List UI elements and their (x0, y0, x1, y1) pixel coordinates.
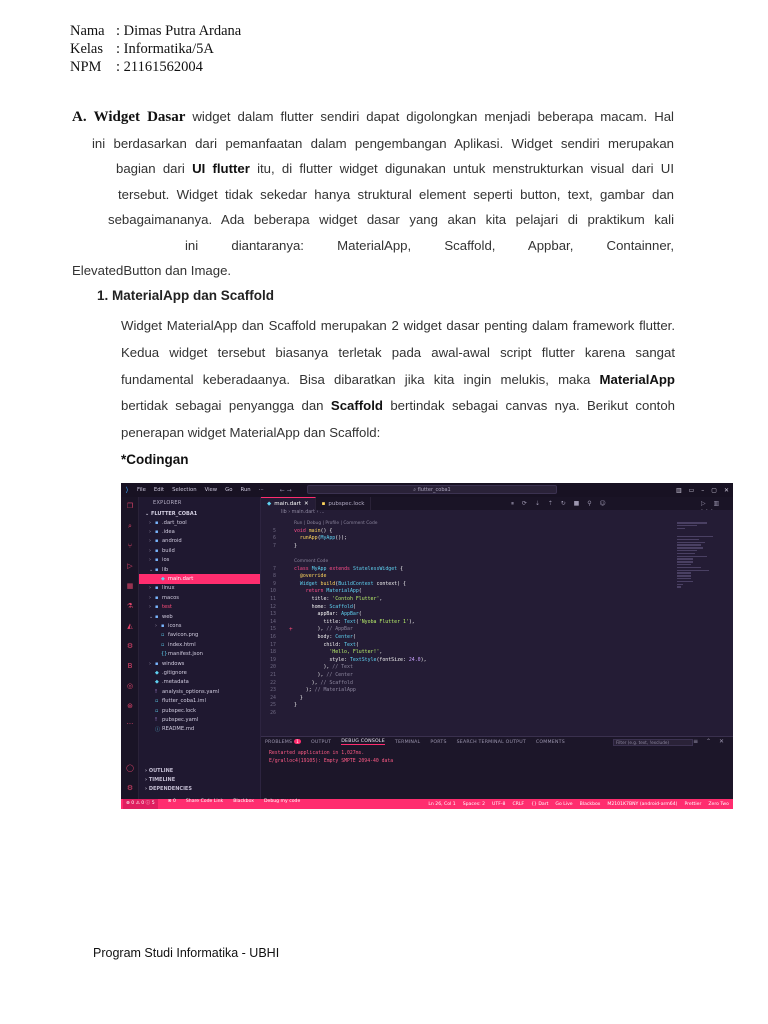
menu-run[interactable]: Run (240, 487, 251, 493)
codelens[interactable]: Comment Code (294, 559, 329, 564)
chevron-icon: › (149, 519, 151, 526)
panel-tab-debug-console[interactable]: DEBUG CONSOLE (341, 739, 385, 744)
status-item-right[interactable]: Spaces: 2 (462, 801, 486, 807)
tree-item-linux[interactable] (139, 584, 260, 593)
tab-main-dart[interactable]: ◆ main.dart ✕ (261, 497, 316, 510)
nav-arrows-icon[interactable]: ← → (279, 486, 292, 494)
tree-item-label: index.html (168, 641, 196, 648)
file-type-icon: ! (155, 716, 158, 723)
file-icon: ▪ (321, 500, 326, 507)
code-editor[interactable] (261, 518, 733, 736)
sidebar-sections (139, 766, 260, 793)
file-type-icon: ▪ (155, 566, 159, 573)
vscode-logo-icon: ⟩ (125, 486, 129, 494)
dart-file-icon: ◆ (267, 501, 272, 507)
code-line: 10 return MaterialApp( (261, 588, 733, 596)
file-type-icon: ▪ (155, 538, 159, 545)
file-tree (139, 518, 260, 734)
file-type-icon: ▪ (155, 519, 159, 526)
minimap-line (677, 584, 683, 586)
section-a-line-1: A. Widget Dasar widget dalam flutter sendiri dapat digolongkan menjadi beberapa macam. Hal (72, 109, 674, 125)
tree-item-label: .idea (162, 529, 175, 536)
chevron-icon: › (155, 622, 157, 629)
minimap-line (677, 561, 693, 563)
status-item-left[interactable]: Share Code Link (185, 799, 224, 804)
panel-tab-problems[interactable]: PROBLEMS 1 (265, 739, 299, 745)
code-line (261, 558, 733, 566)
code-line: 14 title: Text('Nyoba Flutter 1'), (261, 619, 733, 627)
status-item-left[interactable]: ⊗ 0 (167, 799, 176, 804)
menu-more[interactable]: ··· (258, 487, 264, 493)
tree-item-index-html[interactable] (139, 640, 260, 649)
tree-item-label: test (162, 604, 172, 611)
line-number: 25 (270, 702, 276, 709)
chevron-icon: › (149, 660, 151, 667)
chevron-icon: › (149, 547, 151, 554)
line-number: 23 (270, 687, 276, 694)
tree-item-label: pubspec.lock (162, 707, 197, 714)
file-type-icon: ▪ (155, 604, 159, 611)
line-number: 26 (270, 710, 276, 716)
tree-item-label: main.dart (168, 576, 194, 583)
tree-item--idea[interactable] (139, 527, 260, 536)
root-folder[interactable]: ⌄ FLUTTER_COBA1 (145, 510, 198, 517)
line-number: 13 (270, 611, 276, 618)
code-line (261, 550, 733, 558)
section-timeline[interactable]: › TIMELINE (145, 776, 176, 783)
tree-item-main-dart[interactable] (139, 574, 260, 583)
more-icon[interactable]: ··· (126, 720, 134, 728)
line-number: 9 (273, 580, 276, 587)
identity-row-npm: NPM : 21161562004 (70, 59, 203, 75)
tree-item-label: android (162, 538, 182, 545)
line-number: 8 (273, 573, 276, 580)
minimap-line (677, 572, 691, 574)
codelens[interactable]: Run | Debug | Profile | Comment Code (294, 521, 378, 526)
tree-item-analysis-options-yaml[interactable] (139, 687, 260, 696)
code-line: 8 @override (261, 573, 733, 581)
line-number: 7 (273, 542, 276, 549)
tree-item-label: .metadata (162, 679, 189, 686)
code-line: 5 void main() { (261, 528, 733, 536)
explorer-sidebar (139, 497, 261, 799)
problems-count-badge: 1 (296, 739, 299, 744)
tree-item-label: flutter_coba1.iml (162, 698, 206, 705)
status-item-right[interactable]: Ln 26, Col 1 (428, 801, 456, 807)
tree-item-manifest-json[interactable] (139, 649, 260, 658)
chevron-icon: ⌄ (149, 566, 154, 573)
line-number: 16 (270, 634, 276, 640)
line-number: 22 (270, 679, 276, 686)
line-number: 7 (273, 565, 276, 572)
status-item-right[interactable]: Blackbox (579, 801, 601, 807)
code-line: 15 ), // AppBar + (261, 626, 733, 634)
tree-item-icons[interactable] (139, 621, 260, 630)
file-type-icon: ▪ (155, 547, 159, 554)
minimap-line (677, 570, 709, 572)
file-type-icon: {} (161, 651, 168, 658)
copilot-icon[interactable]: ◎ (126, 682, 134, 690)
line-number: 18 (270, 649, 276, 656)
chevron-icon: › (149, 604, 151, 611)
tree-item-label: macos (162, 594, 179, 601)
code-line: 11 title: 'Contoh Flutter', (261, 596, 733, 604)
code-line: 18 'Hello, Flutter!', (261, 649, 733, 657)
status-item-right[interactable]: Go Live (555, 801, 573, 807)
debug-toolbar[interactable]: ⏸ ⟳ ⇣ ⇡ ↻ ■ ⚲ ☺ (511, 500, 609, 507)
search-icon: ⌕ (413, 486, 418, 493)
vscode-titlebar (121, 483, 733, 497)
panel-tab-terminal[interactable]: TERMINAL (394, 739, 421, 745)
extensions-icon[interactable]: ▦ (126, 582, 134, 590)
tree-item-label: pubspec.yaml (162, 716, 199, 723)
chevron-icon: › (149, 557, 151, 564)
layout-panel-icon[interactable]: ▭ (688, 486, 695, 494)
editor-actions[interactable]: ▷ ▥ (701, 500, 723, 507)
status-item-left[interactable]: ⊗ 0 ⚠ 0 ⓘ 5 (123, 799, 158, 809)
tab-close-icon[interactable]: ✕ (304, 501, 309, 507)
chevron-icon: ⌄ (149, 613, 154, 620)
panel-tab-output[interactable]: OUTPUT (310, 739, 332, 745)
status-item-left[interactable]: Debug my code (263, 799, 301, 804)
minimap-line (677, 525, 697, 527)
file-type-icon: ▪ (161, 622, 165, 629)
console-filter-input[interactable]: Filter (e.g. text, !exclude) (613, 739, 693, 746)
tree-item-label: lib (162, 566, 169, 573)
tab-pubspec-lock[interactable]: ▪ pubspec.lock (316, 497, 372, 510)
panel-tab-search-terminal-output[interactable]: SEARCH TERMINAL OUTPUT (456, 739, 526, 745)
file-type-icon: ⓘ (155, 726, 161, 733)
line-number: 12 (270, 603, 276, 610)
section-dependencies[interactable]: › DEPENDENCIES (145, 785, 192, 792)
close-icon[interactable]: ✕ (723, 486, 729, 494)
minimap-line (677, 544, 701, 546)
tree-item-readme-md[interactable] (139, 725, 260, 734)
minimap-line (677, 536, 713, 538)
minimap-line (677, 558, 693, 560)
section-outline[interactable]: › OUTLINE (145, 767, 174, 774)
chevron-down-icon: ⌄ (145, 510, 151, 517)
file-type-icon: ▪ (155, 660, 159, 667)
file-type-icon: ▫ (161, 641, 165, 648)
tree-item-label: windows (162, 660, 185, 667)
minimap-line (677, 586, 681, 588)
code-line: 24 } (261, 695, 733, 703)
file-type-icon: ▪ (155, 557, 159, 564)
manage-gear-icon[interactable]: ⚙ (126, 784, 134, 792)
flutter-icon[interactable]: ◭ (127, 622, 133, 630)
menu-view[interactable]: View (204, 487, 218, 493)
menu-edit[interactable]: Edit (153, 487, 165, 493)
line-number: 24 (270, 694, 276, 701)
tree-item-label: README.md (162, 726, 195, 733)
code-line: 13 appBar: AppBar( (261, 611, 733, 619)
code-line: 16 body: Center( (261, 634, 733, 642)
tree-item-label: icons (168, 622, 182, 629)
tree-item-label: .dart_tool (162, 519, 187, 526)
code-line (261, 520, 733, 528)
tree-item-ios[interactable] (139, 556, 260, 565)
codingan-label: *Codingan (121, 452, 189, 467)
menu-selection[interactable]: Selection (172, 487, 197, 493)
minimap-line (677, 567, 701, 569)
status-item-right[interactable]: M2101K7BNY (android-arm64) (607, 801, 678, 807)
minimap-line (677, 522, 707, 524)
minimap-line (677, 556, 707, 558)
subsection-heading: 1. MaterialApp dan Scaffold (97, 288, 275, 303)
file-type-icon: ▫ (155, 698, 159, 705)
status-item-right[interactable]: UTF-8 (492, 801, 506, 807)
account-icon[interactable]: ◯ (126, 764, 134, 772)
chevron-icon: › (149, 594, 151, 601)
source-control-icon[interactable]: ⑂ (127, 542, 133, 550)
minimap-line (677, 578, 691, 580)
file-type-icon: ▪ (155, 529, 159, 536)
line-number: 21 (270, 672, 276, 678)
add-icon[interactable]: + (289, 626, 293, 634)
chevron-icon: › (149, 538, 151, 545)
tree-item-label: analysis_options.yaml (162, 688, 220, 695)
tree-item-test[interactable] (139, 603, 260, 612)
code-line: 20 ), // Text (261, 664, 733, 672)
section-a-title: Widget Dasar (93, 109, 186, 125)
line-number: 5 (273, 527, 276, 534)
code-line: 23 ); // MaterialApp (261, 687, 733, 695)
section-a-line-3: bagian dari UI flutter itu, di flutter widget digunakan untuk menstrukturkan visual dari UI (116, 161, 674, 176)
code-line: 19 style: TextStyle(fontSize: 24.0), (261, 657, 733, 665)
minimap[interactable] (677, 522, 731, 702)
blackbox-icon[interactable]: B (127, 662, 133, 670)
tree-item--dart-tool[interactable] (139, 518, 260, 527)
identity-row-name: Nama : Dimas Putra Ardana (70, 23, 242, 39)
subsection-paragraph: Widget MaterialApp dan Scaffold merupakan 2 widget dasar penting dalam framework flutter. Kedua widget tersebut biasanya terletak pada awal-awal script flutter karena sangat fundamental keberadaanya. Bisa dibaratkan jika kita ingin melukis, maka MaterialApp bertidak sebagai penyangga dan Scaffold bertindak sebagai canvas nya. Berikut contoh penerapan widget MaterialApp dan Scaffold: (121, 318, 675, 441)
code-line: 7 class MyApp extends StatelessWidget { (261, 566, 733, 574)
minimap-line (677, 539, 699, 541)
chevron-icon: › (149, 585, 151, 592)
run-debug-icon[interactable]: ▷ (127, 562, 133, 570)
file-type-icon: ▫ (161, 632, 165, 639)
line-number: 10 (270, 588, 276, 595)
minimap-line (677, 547, 703, 549)
section-a-line-2: ini berdasarkan dari pemanfaatan dalam pengembangan Aplikasi. Widget sendiri merupakan (92, 135, 674, 151)
command-center-search[interactable]: ⌕ flutter_coba1 (307, 485, 557, 494)
tree-item-web[interactable] (139, 612, 260, 621)
minimap-line (677, 564, 691, 566)
line-number: 19 (270, 656, 276, 663)
section-a-marker: A. (72, 109, 87, 125)
tree-item-build[interactable] (139, 546, 260, 555)
minimap-line (677, 542, 705, 544)
panel-tab-ports[interactable]: PORTS (430, 739, 447, 745)
minimap-line (677, 581, 693, 583)
testing-icon[interactable]: ⚗ (126, 602, 134, 610)
student-identity (70, 22, 241, 76)
tree-item-label: manifest.json (168, 651, 203, 658)
tree-item-flutter-coba1-iml[interactable] (139, 696, 260, 705)
tree-item-label: ios (162, 557, 170, 564)
status-item-right[interactable]: Prettier (684, 801, 702, 807)
line-number: 20 (270, 664, 276, 671)
tree-item-pubspec-yaml[interactable] (139, 715, 260, 724)
file-type-icon: ▪ (155, 613, 159, 620)
code-line: 7 } (261, 543, 733, 551)
line-number: 15 (270, 626, 276, 633)
line-number: 11 (270, 596, 276, 602)
tree-item-label: linux (162, 585, 175, 592)
window-controls (676, 483, 729, 497)
console-line-1: Restarted application in 1,027ms. (269, 751, 365, 756)
tree-item--metadata[interactable] (139, 678, 260, 687)
code-line: 6 runApp(MyApp()); (261, 535, 733, 543)
breadcrumb: lib › main.dart › ... (261, 510, 733, 518)
status-item-right[interactable]: {} Dart (531, 801, 549, 807)
file-type-icon: ▪ (155, 585, 159, 592)
status-bar (121, 799, 733, 809)
tree-item-windows[interactable] (139, 659, 260, 668)
code-line: 25 } (261, 702, 733, 710)
code-line: 22 ), // Scaffold (261, 680, 733, 688)
tree-item-label: favicon.png (168, 632, 199, 639)
status-item-right[interactable]: Zero Two (708, 801, 729, 807)
menu-go[interactable]: Go (225, 487, 233, 493)
editor-tabs (261, 497, 733, 510)
section-a-line-7: ElevatedButton dan Image. (72, 263, 232, 278)
vscode-screenshot (121, 483, 733, 809)
section-a-line-6: ini diantaranya: MaterialApp, Scaffold, Appbar, Containner, (185, 237, 674, 253)
minimize-icon[interactable]: – (701, 486, 705, 494)
line-number: 17 (270, 641, 276, 648)
status-item-right[interactable]: CRLF (512, 801, 525, 807)
file-type-icon: ! (155, 688, 158, 695)
panel-actions[interactable]: ≡ ⌃ ✕ (693, 738, 727, 745)
tree-item-favicon-png[interactable] (139, 631, 260, 640)
minimap-line (677, 528, 685, 530)
file-type-icon: ▪ (155, 594, 159, 601)
section-a (72, 104, 674, 284)
identity-row-class: Kelas : Informatika/5A (70, 41, 214, 57)
file-type-icon: ◆ (155, 679, 159, 686)
page-footer: Program Studi Informatika - UBHI (93, 946, 280, 960)
line-number: 14 (270, 618, 276, 625)
file-type-icon: ▫ (155, 707, 159, 714)
search-icon[interactable]: ⌕ (128, 522, 132, 530)
bottom-panel (261, 736, 733, 799)
tree-item-pubspec-lock[interactable] (139, 706, 260, 715)
console-line-2: E/gralloc4(19105): Empty SMPTE 2094-40 data (269, 759, 394, 764)
tree-item-lib[interactable] (139, 565, 260, 574)
settings-sync-icon[interactable]: ⚙ (126, 642, 134, 650)
live-share-icon[interactable]: ⊛ (127, 702, 133, 710)
section-a-line-4: tersebut. Widget tidak sekedar hanya struktural element seperti button, text, gambar dan (118, 186, 674, 202)
tree-item-label: build (162, 547, 175, 554)
file-type-icon: ◆ (161, 576, 165, 583)
minimap-line (677, 575, 691, 577)
code-line (261, 710, 733, 718)
activity-bar (121, 497, 139, 799)
tree-item--gitignore[interactable] (139, 668, 260, 677)
code-line: 21 ), // Center (261, 672, 733, 680)
line-number: 6 (273, 535, 276, 542)
minimap-line (677, 550, 697, 552)
tree-item-label: web (162, 613, 173, 620)
tree-item-label: .gitignore (162, 669, 187, 676)
layout-icon[interactable]: ▥ (675, 486, 682, 494)
status-item-left[interactable]: Blackbox (233, 799, 254, 804)
explorer-title: EXPLORER (153, 500, 182, 506)
tree-item-macos[interactable] (139, 593, 260, 602)
code-line: 12 home: Scaffold( (261, 604, 733, 612)
file-type-icon: ◆ (155, 669, 159, 676)
menu-file[interactable]: File (137, 487, 146, 493)
code-line: 17 child: Text( (261, 642, 733, 650)
section-a-line-5: sebagaimananya. Ada beberapa widget dasar yang akan kita pelajari di praktikum kali (108, 212, 674, 227)
code-line: 9 Widget build(BuildContext context) { (261, 581, 733, 589)
maximize-icon[interactable]: ▢ (711, 486, 717, 494)
chevron-icon: › (149, 529, 151, 536)
panel-tab-comments[interactable]: COMMENTS (535, 739, 565, 745)
explorer-icon[interactable]: ❐ (126, 502, 134, 510)
minimap-line (677, 553, 695, 555)
tree-item-android[interactable] (139, 537, 260, 546)
